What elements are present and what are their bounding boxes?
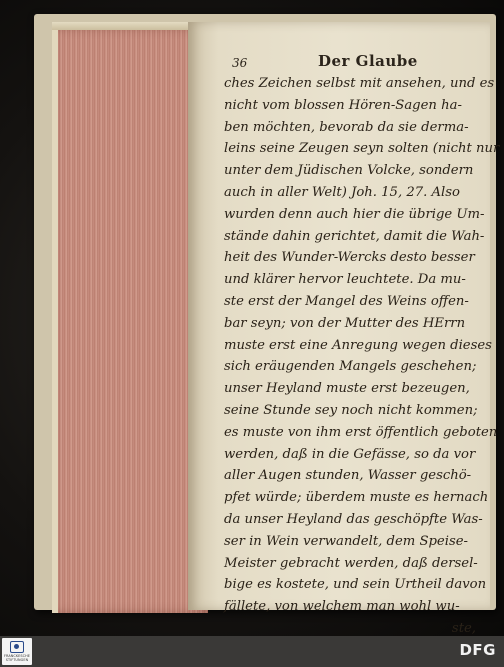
text-line: aller Augen stunden, Wasser geschö- [224,468,472,484]
catchword: ste, [451,620,476,636]
text-line: unter dem Jüdischen Volcke, sondern [224,163,474,179]
text-line: es muste von ihm erst öffentlich geboten [224,424,498,440]
text-line: da unser Heyland das geschöpfte Was- [224,511,483,527]
library-logo[interactable] [2,638,32,665]
text-line: stände dahin gerichtet, damit die Wah- [224,228,485,244]
text-line: wurden denn auch hier die übrige Um- [224,206,485,222]
dfg-logo[interactable]: DFG [459,641,496,659]
text-line: pfet würde; überdem muste es hernach [224,490,489,506]
text-line: heit des Wunder-Wercks desto besser [224,250,475,266]
text-line: unser Heyland muste erst bezeugen, [224,381,470,397]
text-line: auch in aller Welt) Joh. 15, 27. Also [224,184,460,200]
page-edges [52,28,208,613]
footer-bar [0,636,504,667]
text-line: nicht vom blossen Hören-Sagen ha- [224,97,462,113]
text-line: Meister gebracht werden, daß dersel- [224,555,478,571]
page-number: 36 [232,56,248,70]
text-line: ben möchten, bevorab da sie derma- [224,119,469,135]
text-line: fällete, von welchem man wohl wu- [224,599,460,615]
library-emblem-icon [10,641,24,653]
text-line: ste erst der Mangel des Weins offen- [224,293,469,309]
text-line: ches Zeichen selbst mit ansehen, und es [224,76,495,91]
text-line: muste erst eine Anregung wegen dieses [224,337,492,353]
library-logo-text: FRANCKESCHE STIFTUNGEN [3,654,31,662]
text-line: bige es kostete, und sein Urtheil davon [224,577,487,593]
page-text [224,73,500,640]
text-line: leins seine Zeugen seyn solten (nicht nur [224,141,500,157]
text-line: sich eräugenden Mangels geschehen; [224,359,477,375]
text-line: und klärer hervor leuchtete. Da mu- [224,272,466,288]
text-line: seine Stunde sey noch nicht kommen; [224,402,478,418]
text-line: werden, daß in die Gefässe, so da vor [224,446,476,462]
text-line: ser in Wein verwandelt, dem Speise- [224,533,468,549]
page-top-edge [52,22,202,30]
running-head: Der Glaube [318,52,418,70]
text-line: bar seyn; von der Mutter des HErrn [224,315,466,331]
